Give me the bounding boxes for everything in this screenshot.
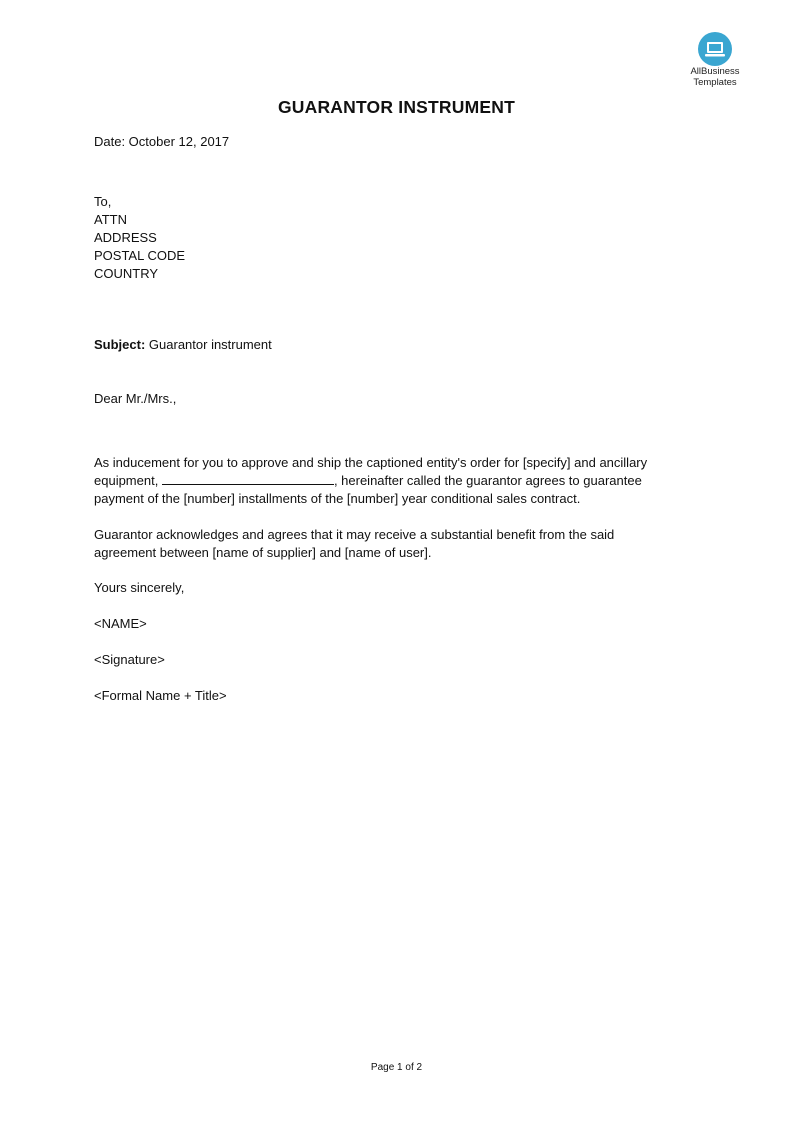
paragraph1-line2-end: , hereinafter called the guarantor agrees to guarantee — [333, 473, 642, 488]
paragraph1-line2 — [94, 472, 704, 490]
date-line: Date: October 12, 2017 — [94, 134, 230, 149]
salutation: Dear Mr./Mrs., — [94, 391, 177, 406]
paragraph2-line1: Guarantor acknowledges and agrees that it may receive a substantial benefit from the said — [94, 527, 615, 542]
logo-text-line2: Templates — [693, 77, 737, 88]
subject-label: Subject: — [94, 337, 146, 352]
paragraph-inducement — [94, 454, 704, 508]
address-postal-code: POSTAL CODE — [94, 248, 186, 263]
page-number: Page 1 of 2 — [370, 1062, 423, 1073]
logo-text-line1: AllBusiness — [690, 66, 740, 77]
name-placeholder: <NAME> — [94, 616, 147, 631]
allbusiness-templates-logo — [684, 32, 746, 88]
subject-line — [94, 336, 272, 354]
address-to: To, — [94, 194, 112, 209]
closing: Yours sincerely, — [94, 580, 185, 595]
paragraph1-line1: As inducement for you to approve and ship the captioned entity's order for [specify] and ancillary — [94, 455, 648, 470]
address-country: COUNTRY — [94, 266, 159, 281]
paragraph2-line2: agreement between [name of supplier] and [name of user]. — [94, 545, 432, 560]
paragraph1-line2-start: equipment, — [94, 473, 162, 488]
subject-value: Guarantor instrument — [148, 337, 272, 352]
paragraph1-line3: payment of the [number] installments of the [number] year conditional sales contract. — [94, 491, 581, 506]
address-address: ADDRESS — [94, 230, 157, 245]
laptop-icon — [698, 32, 732, 66]
address-attn: ATTN — [94, 212, 127, 227]
document-title: GUARANTOR INSTRUMENT — [277, 97, 515, 117]
guarantor-name-blank — [162, 473, 334, 485]
signature-placeholder: <Signature> — [94, 652, 165, 667]
paragraph-acknowledgement — [94, 526, 704, 562]
formal-name-placeholder: <Formal Name + Title> — [94, 688, 227, 703]
